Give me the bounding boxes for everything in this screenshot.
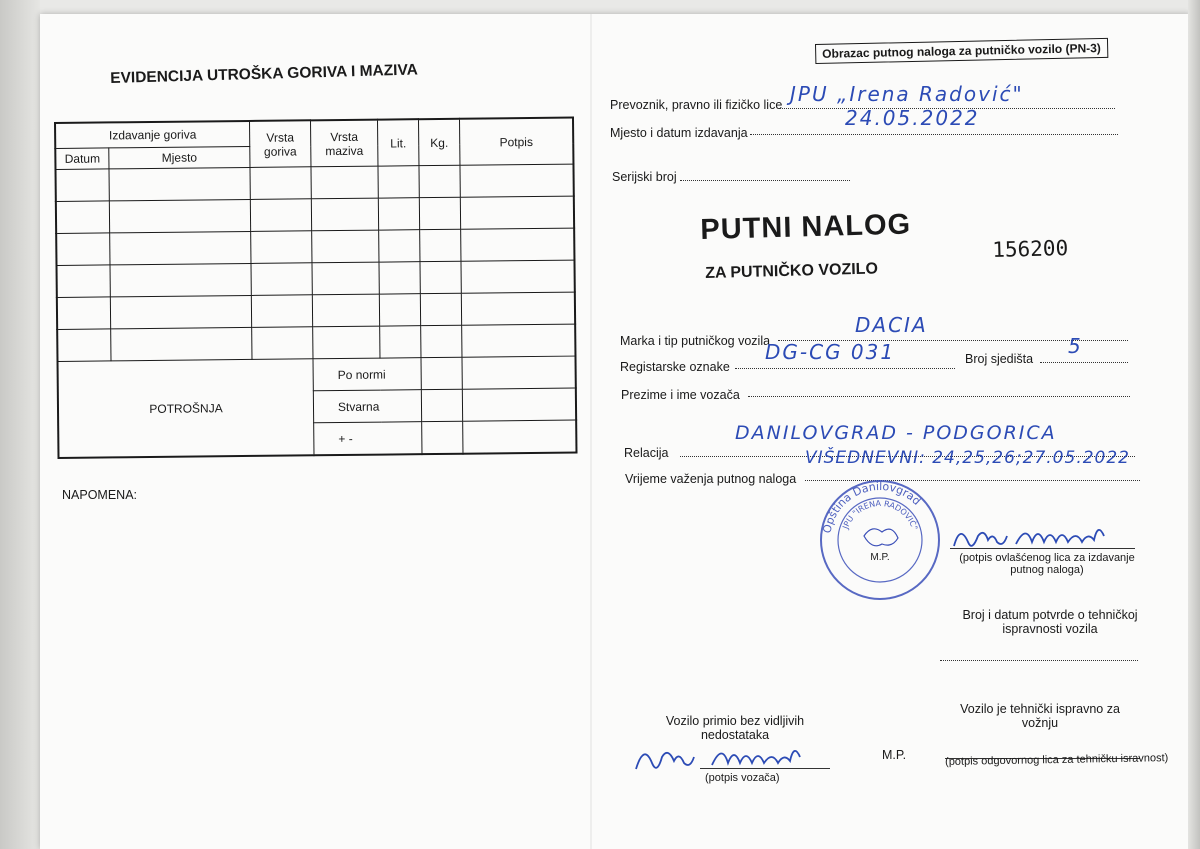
registarske-line — [735, 368, 955, 369]
mp-label: M.P. — [882, 748, 907, 762]
form-code-box: Obrazac putnog naloga za putničko vozilo (PN-3) — [815, 38, 1108, 64]
header-lit: Lit. — [377, 119, 418, 166]
header-vrsta-maziva: Vrsta maziva — [310, 120, 377, 167]
relacija-value: DANILOVGRAD - PODGORICA — [735, 422, 1057, 444]
prevoznik-label: Prevoznik, pravno ili fizičko lice — [610, 98, 783, 112]
stamp-inner-text: JPU "IRENA RADOVIĆ" — [841, 498, 920, 532]
page-edge-left — [0, 0, 40, 849]
document-number: 156200 — [992, 236, 1069, 262]
napomena-label: NAPOMENA: — [62, 488, 138, 502]
potrosnja-label: POTROŠNJA — [58, 359, 314, 458]
broj-datum-line — [940, 660, 1138, 661]
plus-minus-label: + - — [314, 422, 422, 456]
potpis-odgovornog: (potpis odgovornog lica za tehničku isravnost) — [945, 752, 1169, 768]
header-datum: Datum — [55, 148, 109, 170]
vrijeme-label: Vrijeme važenja putnog naloga — [625, 472, 797, 486]
document-title: PUTNI NALOG — [700, 208, 912, 246]
header-potpis: Potpis — [459, 118, 573, 166]
broj-datum-potvrde: Broj i datum potvrde o tehničkoj ispravnosti vozila — [962, 608, 1138, 636]
sjedista-label: Broj sjedišta — [965, 352, 1034, 366]
stamp-center: M.P. — [870, 552, 890, 563]
header-izdavanje: Izdavanje goriva — [55, 121, 250, 149]
fuel-record-table — [54, 117, 578, 459]
mjesto-datum-label: Mjesto i datum izdavanja — [610, 126, 748, 140]
issuer-signature-line — [950, 548, 1135, 549]
fuel-record-title: EVIDENCIJA UTROŠKA GORIVA I MAZIVA — [110, 61, 419, 87]
issuer-signature — [950, 516, 1130, 556]
relacija-label: Relacija — [624, 446, 669, 460]
header-kg: Kg. — [418, 119, 459, 166]
table-row — [56, 196, 574, 233]
mjesto-datum-value: 24.05.2022 — [845, 106, 980, 130]
svg-text:JPU "IRENA RADOVIĆ" — [841, 499, 920, 531]
page-edge-right — [1188, 0, 1200, 849]
stamp-outer-text: Opština Danilovgrad — [820, 479, 924, 535]
sjedista-line — [1040, 362, 1128, 363]
table-row — [55, 164, 573, 201]
sjedista-value: 5 — [1068, 334, 1083, 358]
header-vrsta-goriva: Vrsta goriva — [249, 120, 310, 167]
registarske-label: Registarske oznake — [620, 360, 730, 374]
mjesto-datum-line — [750, 134, 1118, 135]
stvarna-label: Stvarna — [313, 390, 421, 423]
table-row — [56, 228, 574, 265]
vozilo-ispravno: Vozilo je tehnički ispravno za vožnju — [960, 702, 1120, 730]
driver-signature-line — [700, 768, 830, 769]
marka-label: Marka i tip putničkog vozila — [620, 334, 771, 348]
serijski-broj-line — [680, 180, 850, 181]
potpis-vozaca: (potpis vozača) — [705, 772, 780, 784]
potpis-izdavanje: (potpis ovlašćenog lica za izdavanje putnog naloga) — [959, 552, 1135, 576]
po-normi-label: Po normi — [313, 358, 421, 391]
header-mjesto: Mjesto — [109, 146, 250, 168]
official-stamp — [818, 478, 942, 602]
marka-value: DACIA — [855, 313, 928, 337]
vozilo-primio: Vozilo primio bez vidljivih nedostataka — [665, 714, 805, 742]
prevoznik-value: JPU „Irena Radović" — [790, 82, 1024, 106]
prezime-line — [748, 396, 1130, 397]
vrijeme-value: VIŠEDNEVNI: 24,25,26;27.05.2022 — [805, 448, 1130, 468]
prezime-label: Prezime i ime vozača — [621, 388, 740, 402]
document-subtitle: ZA PUTNIČKO VOZILO — [705, 260, 879, 282]
registarske-value-text: DG-CG 031 — [765, 340, 896, 364]
page-fold — [590, 14, 592, 849]
serijski-broj-label: Serijski broj — [612, 170, 677, 184]
